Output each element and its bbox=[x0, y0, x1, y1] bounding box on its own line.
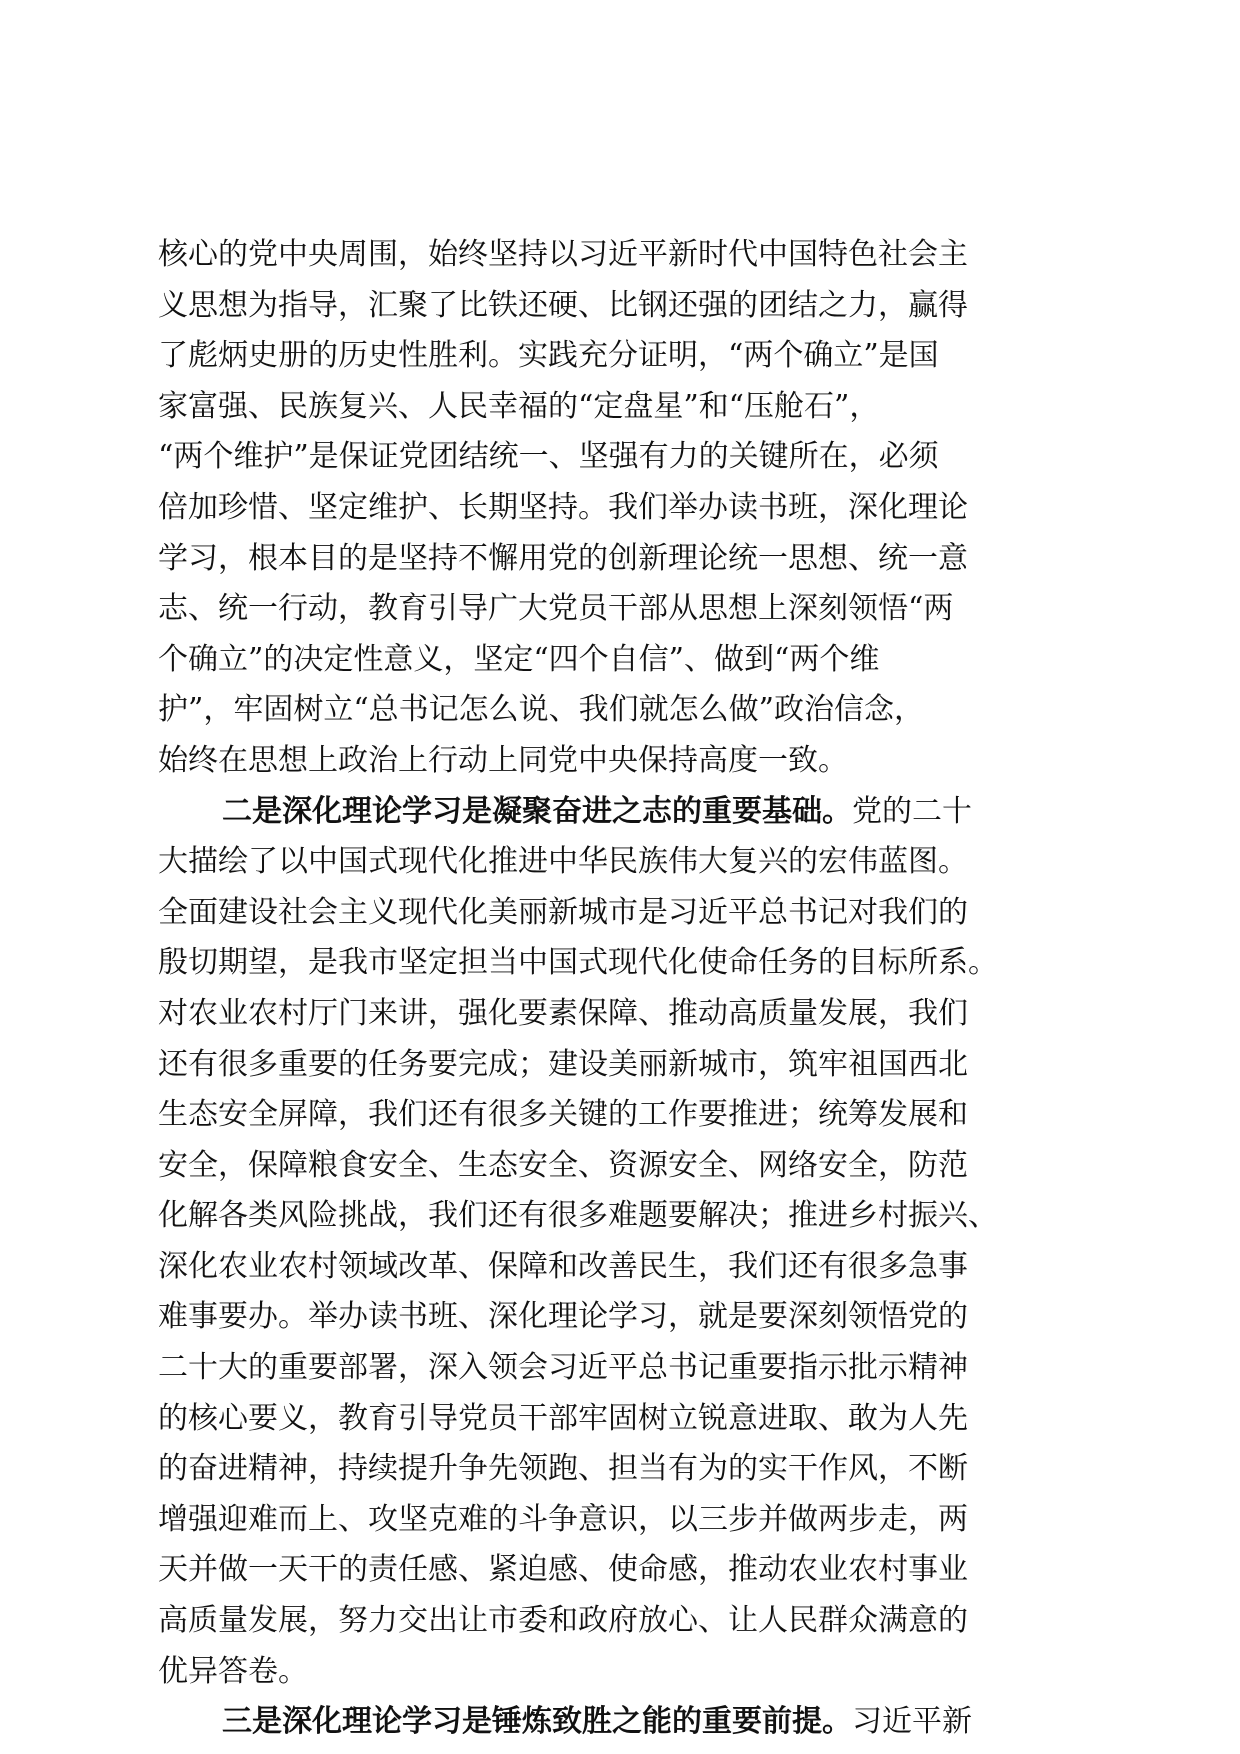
text-line: 化解各类风险挑战，我们还有很多难题要解决；推进乡村振兴、 bbox=[158, 1198, 998, 1234]
text-line: 始终在思想上政治上行动上同党中央保持高度一致。 bbox=[158, 742, 848, 778]
text-line: 志、统一行动，教育引导广大党员干部从思想上深刻领悟“两 bbox=[158, 591, 954, 627]
text-line: 核心的党中央周围，始终坚持以习近平新时代中国特色社会主 bbox=[158, 237, 968, 272]
text-line: 的奋进精神，持续提升争先领跑、担当有为的实干作风，不断 bbox=[158, 1451, 968, 1487]
text-line: 义思想为指导，汇聚了比铁还硬、比钢还强的团结之力，赢得 bbox=[158, 287, 968, 323]
text-line: 安全，保障粮食安全、生态安全、资源安全、网络安全，防范 bbox=[158, 1147, 968, 1183]
text-line: 的核心要义，教育引导党员干部牢固树立锐意进取、敢为人先 bbox=[158, 1400, 968, 1436]
text-line: 个确立”的决定性意义，坚定“四个自信”、做到“两个维 bbox=[158, 641, 880, 677]
text-line: 护”，牢固树立“总书记怎么说、我们就怎么做”政治信念， bbox=[158, 692, 925, 728]
text-line: 全面建设社会主义现代化美丽新城市是习近平总书记对我们的 bbox=[158, 894, 968, 930]
section-2-first-line bbox=[158, 787, 1098, 838]
text-line: 生态安全屏障，我们还有很多关键的工作要推进；统筹发展和 bbox=[158, 1097, 968, 1133]
text-line: 了彪炳史册的历史性胜利。实践充分证明，“两个确立”是国 bbox=[158, 338, 939, 374]
text-line: 难事要办。举办读书班、深化理论学习，就是要深刻领悟党的 bbox=[158, 1299, 968, 1335]
text-line: 优异答卷。 bbox=[158, 1653, 308, 1689]
section-2-heading: 二是深化理论学习是凝聚奋进之志的重要基础。 bbox=[222, 793, 852, 829]
text-line: “两个维护”是保证党团结统一、坚强有力的关键所在，必须 bbox=[158, 439, 939, 475]
section-3-heading: 三是深化理论学习是锤炼致胜之能的重要前提。 bbox=[222, 1704, 852, 1740]
text-line: 天并做一天干的责任感、紧迫感、使命感，推动农业农村事业 bbox=[158, 1552, 968, 1588]
section-2-first-line-text: 党的二十 bbox=[852, 793, 972, 829]
text-line: 二十大的重要部署，深入领会习近平总书记重要指示批示精神 bbox=[158, 1350, 968, 1386]
document-body bbox=[158, 230, 1098, 1748]
text-line: 倍加珍惜、坚定维护、长期坚持。我们举办读书班，深化理论 bbox=[158, 489, 968, 525]
text-line: 对农业农村厅门来讲，强化要素保障、推动高质量发展，我们 bbox=[158, 995, 968, 1031]
text-line: 殷切期望，是我市坚定担当中国式现代化使命任务的目标所系。 bbox=[158, 945, 998, 981]
text-line: 还有很多重要的任务要完成；建设美丽新城市，筑牢祖国西北 bbox=[158, 1046, 968, 1082]
text-line: 家富强、民族复兴、人民幸福的“定盘星”和“压舱石”， bbox=[158, 388, 880, 424]
section-3-first-line bbox=[158, 1697, 1098, 1748]
text-line: 学习，根本目的是坚持不懈用党的创新理论统一思想、统一意 bbox=[158, 540, 968, 576]
text-line: 深化农业农村领域改革、保障和改善民生，我们还有很多急事 bbox=[158, 1248, 968, 1284]
text-line: 大描绘了以中国式现代化推进中华民族伟大复兴的宏伟蓝图。 bbox=[158, 844, 968, 880]
text-line: 高质量发展，努力交出让市委和政府放心、让人民群众满意的 bbox=[158, 1603, 968, 1639]
section-3-first-line-text: 习近平新 bbox=[852, 1704, 972, 1740]
text-line: 增强迎难而上、攻坚克难的斗争意识，以三步并做两步走，两 bbox=[158, 1501, 968, 1537]
